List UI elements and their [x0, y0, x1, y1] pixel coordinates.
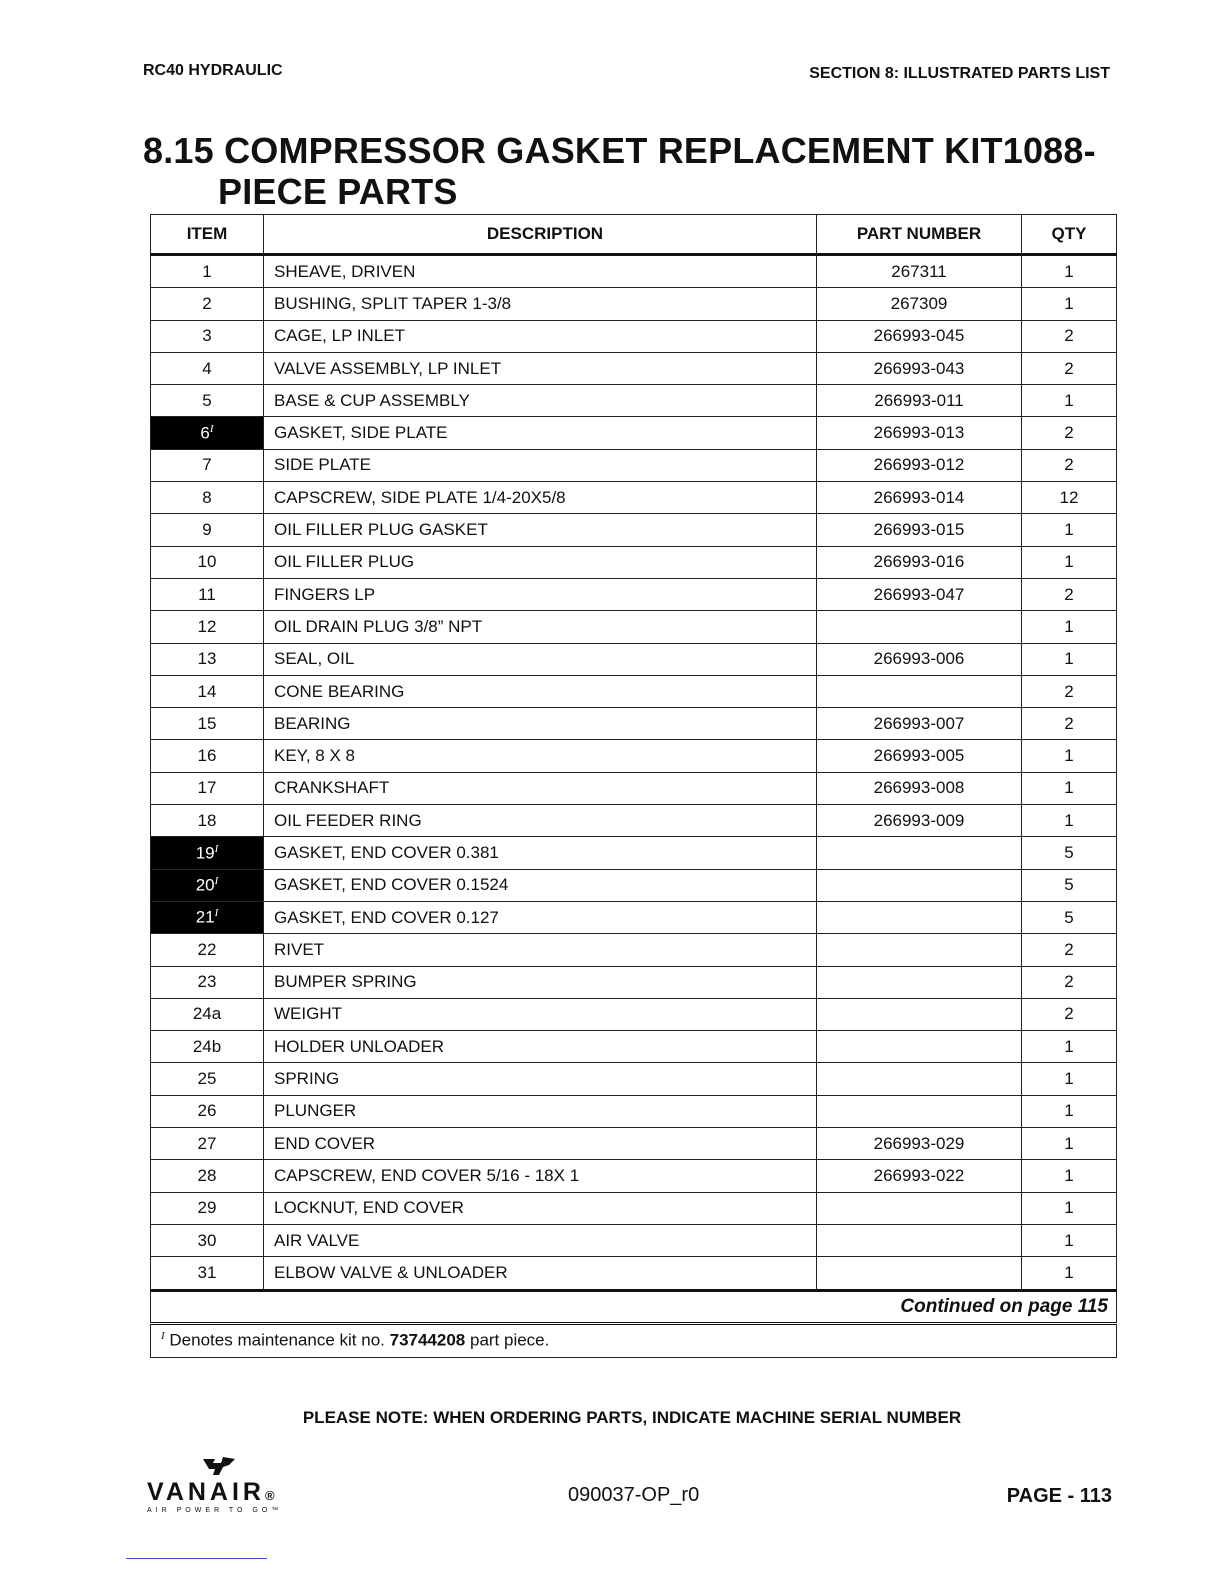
table-row: [151, 934, 1117, 966]
item-description: HOLDER UNLOADER: [264, 1031, 817, 1063]
table-row: [151, 901, 1117, 933]
item-qty: 1: [1022, 546, 1117, 578]
item-number: $19^I$: [151, 837, 264, 869]
footnote-kit-number: 73744208: [389, 1330, 466, 1350]
item-description: BEARING: [264, 708, 817, 740]
table-row: [151, 1192, 1117, 1224]
page-title-line1: 8.15 COMPRESSOR GASKET REPLACEMENT KIT1088-: [143, 130, 1096, 171]
item-number: 10: [151, 546, 264, 578]
item-description: SHEAVE, DRIVEN: [264, 255, 817, 288]
item-qty: 1: [1022, 288, 1117, 320]
item-qty: 5: [1022, 837, 1117, 869]
table-row: [151, 385, 1117, 417]
item-description: AIR VALVE: [264, 1224, 817, 1256]
item-part-number: [817, 1224, 1022, 1256]
item-part-number: [817, 1063, 1022, 1095]
item-part-number: [817, 869, 1022, 901]
page-title-line2: PIECE PARTS: [218, 171, 458, 212]
item-part-number: 267311: [817, 255, 1022, 288]
item-number: $20^I$: [151, 869, 264, 901]
item-part-number: 266993-007: [817, 708, 1022, 740]
item-number: 31: [151, 1257, 264, 1290]
item-description: SEAL, OIL: [264, 643, 817, 675]
item-description: SPRING: [264, 1063, 817, 1095]
table-row: [151, 805, 1117, 837]
item-description: CAGE, LP INLET: [264, 320, 817, 352]
item-number: 4: [151, 352, 264, 384]
item-qty: 1: [1022, 1160, 1117, 1192]
item-number: 24a: [151, 998, 264, 1030]
footnote: [151, 1323, 1117, 1357]
item-qty: 1: [1022, 1128, 1117, 1160]
table-row: [151, 482, 1117, 514]
item-description: CAPSCREW, END COVER 5/16 - 18X 1: [264, 1160, 817, 1192]
item-number: 28: [151, 1160, 264, 1192]
item-part-number: [817, 1031, 1022, 1063]
item-qty: 5: [1022, 901, 1117, 933]
item-number: 17: [151, 772, 264, 804]
table-row: [151, 1257, 1117, 1290]
table-row: [151, 1063, 1117, 1095]
table-row: [151, 998, 1117, 1030]
item-qty: 1: [1022, 1031, 1117, 1063]
item-number: 14: [151, 675, 264, 707]
item-qty: 12: [1022, 482, 1117, 514]
vanair-logo: [147, 1455, 307, 1514]
item-description: LOCKNUT, END COVER: [264, 1192, 817, 1224]
item-part-number: 266993-029: [817, 1128, 1022, 1160]
header-doc-title: RC40 HYDRAULIC: [143, 62, 283, 79]
item-qty: 1: [1022, 1192, 1117, 1224]
table-row: [151, 1128, 1117, 1160]
parts-table-body: [151, 255, 1117, 1291]
header-section-title: SECTION 8: ILLUSTRATED PARTS LIST: [809, 65, 1110, 82]
item-part-number: [817, 1095, 1022, 1127]
item-qty: 1: [1022, 772, 1117, 804]
item-description: SIDE PLATE: [264, 449, 817, 481]
vanair-logo-icon: [201, 1455, 237, 1477]
item-part-number: [817, 611, 1022, 643]
item-part-number: 267309: [817, 288, 1022, 320]
parts-table: [150, 214, 1117, 1358]
item-part-number: [817, 966, 1022, 998]
item-part-number: 266993-045: [817, 320, 1022, 352]
item-part-number: [817, 675, 1022, 707]
item-qty: 2: [1022, 966, 1117, 998]
bottom-link-underline: [126, 1558, 267, 1559]
item-description: FINGERS LP: [264, 578, 817, 610]
item-qty: 1: [1022, 385, 1117, 417]
col-header-description: DESCRIPTION: [264, 215, 817, 255]
item-number: $21^I$: [151, 901, 264, 933]
item-qty: 5: [1022, 869, 1117, 901]
item-part-number: 266993-012: [817, 449, 1022, 481]
item-part-number: 266993-009: [817, 805, 1022, 837]
table-row: [151, 611, 1117, 643]
item-part-number: 266993-006: [817, 643, 1022, 675]
continued-note: Continued on page 115: [151, 1290, 1117, 1323]
table-row: [151, 772, 1117, 804]
item-qty: 2: [1022, 449, 1117, 481]
item-number: 29: [151, 1192, 264, 1224]
item-part-number: 266993-022: [817, 1160, 1022, 1192]
item-part-number: [817, 901, 1022, 933]
kit-marker: I: [209, 422, 214, 435]
item-qty: 2: [1022, 417, 1117, 449]
item-description: VALVE ASSEMBLY, LP INLET: [264, 352, 817, 384]
item-number: 1: [151, 255, 264, 288]
item-part-number: [817, 1257, 1022, 1290]
kit-marker: I: [214, 874, 219, 887]
item-number: 11: [151, 578, 264, 610]
item-qty: 2: [1022, 708, 1117, 740]
footnote-suffix: part piece.: [469, 1330, 550, 1350]
item-number: 2: [151, 288, 264, 320]
col-header-part-number: PART NUMBER: [817, 215, 1022, 255]
item-qty: 2: [1022, 934, 1117, 966]
page-number: PAGE - 113: [1006, 1485, 1112, 1507]
item-qty: 2: [1022, 320, 1117, 352]
item-qty: 1: [1022, 740, 1117, 772]
item-description: PLUNGER: [264, 1095, 817, 1127]
logo-name: VANAIR®: [147, 1478, 275, 1506]
item-description: OIL DRAIN PLUG 3/8” NPT: [264, 611, 817, 643]
table-row: [151, 1224, 1117, 1256]
item-description: OIL FEEDER RING: [264, 805, 817, 837]
table-row: [151, 255, 1117, 288]
item-qty: 1: [1022, 611, 1117, 643]
table-row: [151, 966, 1117, 998]
item-number: 26: [151, 1095, 264, 1127]
item-qty: 1: [1022, 1063, 1117, 1095]
table-row: [151, 417, 1117, 449]
item-description: CRANKSHAFT: [264, 772, 817, 804]
item-qty: 1: [1022, 1095, 1117, 1127]
item-part-number: 266993-016: [817, 546, 1022, 578]
item-part-number: [817, 837, 1022, 869]
item-number: 15: [151, 708, 264, 740]
table-row: [151, 352, 1117, 384]
item-qty: 2: [1022, 578, 1117, 610]
item-description: GASKET, END COVER 0.1524: [264, 869, 817, 901]
item-description: RIVET: [264, 934, 817, 966]
item-description: CONE BEARING: [264, 675, 817, 707]
table-row: [151, 288, 1117, 320]
item-description: OIL FILLER PLUG: [264, 546, 817, 578]
item-part-number: 266993-013: [817, 417, 1022, 449]
item-part-number: 266993-008: [817, 772, 1022, 804]
item-description: BUSHING, SPLIT TAPER 1-3/8: [264, 288, 817, 320]
col-header-item: ITEM: [151, 215, 264, 255]
footnote-row: [151, 1323, 1117, 1357]
table-row: [151, 869, 1117, 901]
page-title: [143, 130, 1143, 212]
item-number: $6^I$: [151, 417, 264, 449]
item-description: CAPSCREW, SIDE PLATE 1/4-20X5/8: [264, 482, 817, 514]
item-number: 23: [151, 966, 264, 998]
table-row: [151, 320, 1117, 352]
document-number: 090037-OP_r0: [568, 1484, 700, 1506]
item-part-number: [817, 1192, 1022, 1224]
item-description: ELBOW VALVE & UNLOADER: [264, 1257, 817, 1290]
table-row: [151, 449, 1117, 481]
footnote-prefix: Denotes maintenance kit no.: [169, 1330, 385, 1350]
item-part-number: 266993-047: [817, 578, 1022, 610]
table-row: [151, 1095, 1117, 1127]
item-description: BASE & CUP ASSEMBLY: [264, 385, 817, 417]
item-description: GASKET, END COVER 0.127: [264, 901, 817, 933]
item-number: 13: [151, 643, 264, 675]
item-number: 16: [151, 740, 264, 772]
item-number: 3: [151, 320, 264, 352]
item-number: 5: [151, 385, 264, 417]
table-row: [151, 643, 1117, 675]
item-description: BUMPER SPRING: [264, 966, 817, 998]
item-qty: 1: [1022, 1224, 1117, 1256]
item-qty: 2: [1022, 352, 1117, 384]
table-row: [151, 514, 1117, 546]
table-row: [151, 740, 1117, 772]
continued-row: [151, 1290, 1117, 1323]
item-qty: 1: [1022, 643, 1117, 675]
item-qty: 1: [1022, 255, 1117, 288]
item-qty: 1: [1022, 805, 1117, 837]
item-description: KEY, 8 X 8: [264, 740, 817, 772]
item-part-number: [817, 998, 1022, 1030]
item-description: OIL FILLER PLUG GASKET: [264, 514, 817, 546]
item-part-number: 266993-011: [817, 385, 1022, 417]
item-part-number: 266993-043: [817, 352, 1022, 384]
table-row: [151, 1031, 1117, 1063]
item-qty: 2: [1022, 998, 1117, 1030]
ordering-note: PLEASE NOTE: WHEN ORDERING PARTS, INDICATE MACHINE SERIAL NUMBER: [302, 1408, 962, 1427]
kit-marker: I: [214, 842, 219, 855]
item-qty: 1: [1022, 1257, 1117, 1290]
kit-marker: I: [214, 907, 219, 920]
table-row: [151, 708, 1117, 740]
item-number: 30: [151, 1224, 264, 1256]
item-number: 24b: [151, 1031, 264, 1063]
item-number: 25: [151, 1063, 264, 1095]
table-row: [151, 546, 1117, 578]
item-part-number: 266993-005: [817, 740, 1022, 772]
logo-tagline: AIR POWER TO GO™: [147, 1507, 283, 1514]
item-description: END COVER: [264, 1128, 817, 1160]
footnote-marker: I: [161, 1330, 165, 1343]
item-number: 18: [151, 805, 264, 837]
item-number: 9: [151, 514, 264, 546]
table-row: [151, 837, 1117, 869]
item-part-number: [817, 934, 1022, 966]
item-part-number: 266993-014: [817, 482, 1022, 514]
table-row: [151, 1160, 1117, 1192]
table-row: [151, 578, 1117, 610]
item-qty: 1: [1022, 514, 1117, 546]
item-number: 27: [151, 1128, 264, 1160]
item-description: GASKET, END COVER 0.381: [264, 837, 817, 869]
item-qty: 2: [1022, 675, 1117, 707]
item-description: GASKET, SIDE PLATE: [264, 417, 817, 449]
table-row: [151, 675, 1117, 707]
item-number: 22: [151, 934, 264, 966]
col-header-qty: QTY: [1022, 215, 1117, 255]
parts-table-header: [151, 215, 1117, 255]
item-description: WEIGHT: [264, 998, 817, 1030]
item-number: 12: [151, 611, 264, 643]
item-part-number: 266993-015: [817, 514, 1022, 546]
item-number: 8: [151, 482, 264, 514]
item-number: 7: [151, 449, 264, 481]
